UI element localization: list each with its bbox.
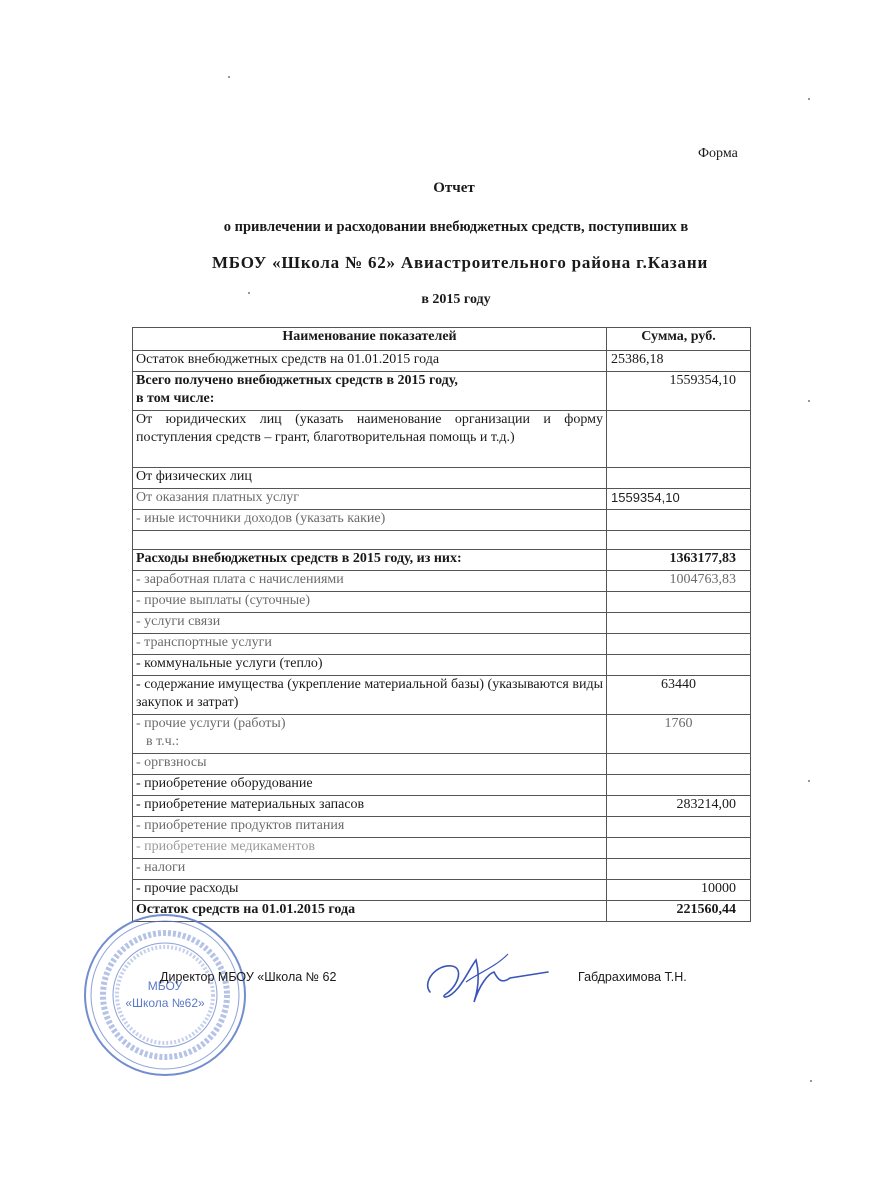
table-row <box>133 634 751 655</box>
director-name: Габдрахимова Т.Н. <box>578 970 687 984</box>
scan-speck <box>808 400 810 402</box>
row-name: - приобретение продуктов питания <box>133 817 607 838</box>
table-row <box>133 859 751 880</box>
table-row <box>133 468 751 489</box>
scan-speck <box>248 292 250 294</box>
row-name-line1: - прочие услуги (работы) <box>136 716 286 731</box>
row-name: - коммунальные услуги (тепло) <box>133 655 607 676</box>
row-name: - содержание имущества (укрепление материальной базы) (указываются виды закупок и затрат) <box>133 676 607 715</box>
form-label: Форма <box>698 146 738 161</box>
table-row <box>133 715 751 754</box>
row-name: - приобретение медикаментов <box>133 838 607 859</box>
table-row <box>133 838 751 859</box>
svg-text:МБОУ: МБОУ <box>147 979 183 993</box>
row-name: От оказания платных услуг <box>133 489 607 510</box>
row-amount: 1760 <box>607 715 751 754</box>
row-name: От физических лиц <box>133 468 607 489</box>
row-name: - иные источники доходов (указать какие) <box>133 510 607 531</box>
row-amount: 25386,18 <box>607 351 751 372</box>
column-header-amount: Сумма, руб. <box>607 328 751 351</box>
report-subtitle-line2: МБОУ «Школа № 62» Авиастроительного района г.Казани <box>211 253 709 272</box>
table-row <box>133 613 751 634</box>
row-amount <box>607 613 751 634</box>
row-amount <box>607 838 751 859</box>
row-amount <box>607 592 751 613</box>
report-subtitle-line3: в 2015 году <box>421 292 491 307</box>
scan-speck <box>810 1080 812 1082</box>
row-amount <box>607 817 751 838</box>
svg-text:«Школа №62»: «Школа №62» <box>125 996 205 1010</box>
row-name: - прочие расходы <box>133 880 607 901</box>
table-row <box>133 372 751 411</box>
scan-speck <box>808 98 810 100</box>
row-amount <box>607 531 751 550</box>
row-amount <box>607 655 751 676</box>
row-amount <box>607 634 751 655</box>
row-amount: 283214,00 <box>607 796 751 817</box>
table-row <box>133 775 751 796</box>
scan-speck <box>228 76 230 78</box>
row-name: - налоги <box>133 859 607 880</box>
row-amount: 1559354,10 <box>607 489 751 510</box>
table-row <box>133 655 751 676</box>
row-amount <box>607 775 751 796</box>
report-subtitle-line1: о привлечении и расходовании внебюджетных средств, поступивших в <box>223 219 689 235</box>
row-amount: 1004763,83 <box>607 571 751 592</box>
table-row <box>133 489 751 510</box>
director-title: Директор МБОУ «Школа № 62 <box>160 970 337 984</box>
table-row <box>133 592 751 613</box>
table-row <box>133 411 751 468</box>
table-row <box>133 510 751 531</box>
row-name-line2: в том числе: <box>136 391 215 406</box>
table-row <box>133 550 751 571</box>
row-amount: 10000 <box>607 880 751 901</box>
report-title: Отчет <box>433 180 475 196</box>
row-name <box>133 372 607 411</box>
row-amount: 221560,44 <box>607 901 751 922</box>
table-row <box>133 351 751 372</box>
row-name: - прочие выплаты (суточные) <box>133 592 607 613</box>
table-row <box>133 880 751 901</box>
table-row <box>133 571 751 592</box>
row-name: - заработная плата с начислениями <box>133 571 607 592</box>
table-row <box>133 676 751 715</box>
row-name <box>133 531 607 550</box>
row-amount: 63440 <box>607 676 751 715</box>
table-row <box>133 796 751 817</box>
row-name: - приобретение материальных запасов <box>133 796 607 817</box>
row-name-line1: Всего получено внебюджетных средств в 2015 году, <box>136 373 458 388</box>
scan-speck <box>808 780 810 782</box>
row-name: - услуги связи <box>133 613 607 634</box>
row-name: - транспортные услуги <box>133 634 607 655</box>
row-amount: 1363177,83 <box>607 550 751 571</box>
row-name-line2: в т.ч.: <box>146 734 180 749</box>
director-signature <box>418 942 568 1014</box>
school-seal-stamp <box>80 910 250 1080</box>
row-name: - приобретение оборудование <box>133 775 607 796</box>
row-name: - оргвзносы <box>133 754 607 775</box>
table-header-row <box>133 328 751 351</box>
row-name: Расходы внебюджетных средств в 2015 году, из них: <box>133 550 607 571</box>
row-amount <box>607 510 751 531</box>
row-name: Остаток средств на 01.01.2015 года <box>133 901 607 922</box>
table-row <box>133 817 751 838</box>
row-amount <box>607 468 751 489</box>
row-name <box>133 715 607 754</box>
row-name: Остаток внебюджетных средств на 01.01.2015 года <box>133 351 607 372</box>
row-amount <box>607 754 751 775</box>
table-row-empty <box>133 531 751 550</box>
row-amount <box>607 411 751 468</box>
table-row <box>133 754 751 775</box>
report-table <box>132 327 751 922</box>
row-amount <box>607 859 751 880</box>
row-name: От юридических лиц (указать наименование организации и форму поступления средств – грант, благотворительная помощь и т.д.) <box>133 411 607 468</box>
row-amount: 1559354,10 <box>607 372 751 411</box>
column-header-name: Наименование показателей <box>133 328 607 351</box>
